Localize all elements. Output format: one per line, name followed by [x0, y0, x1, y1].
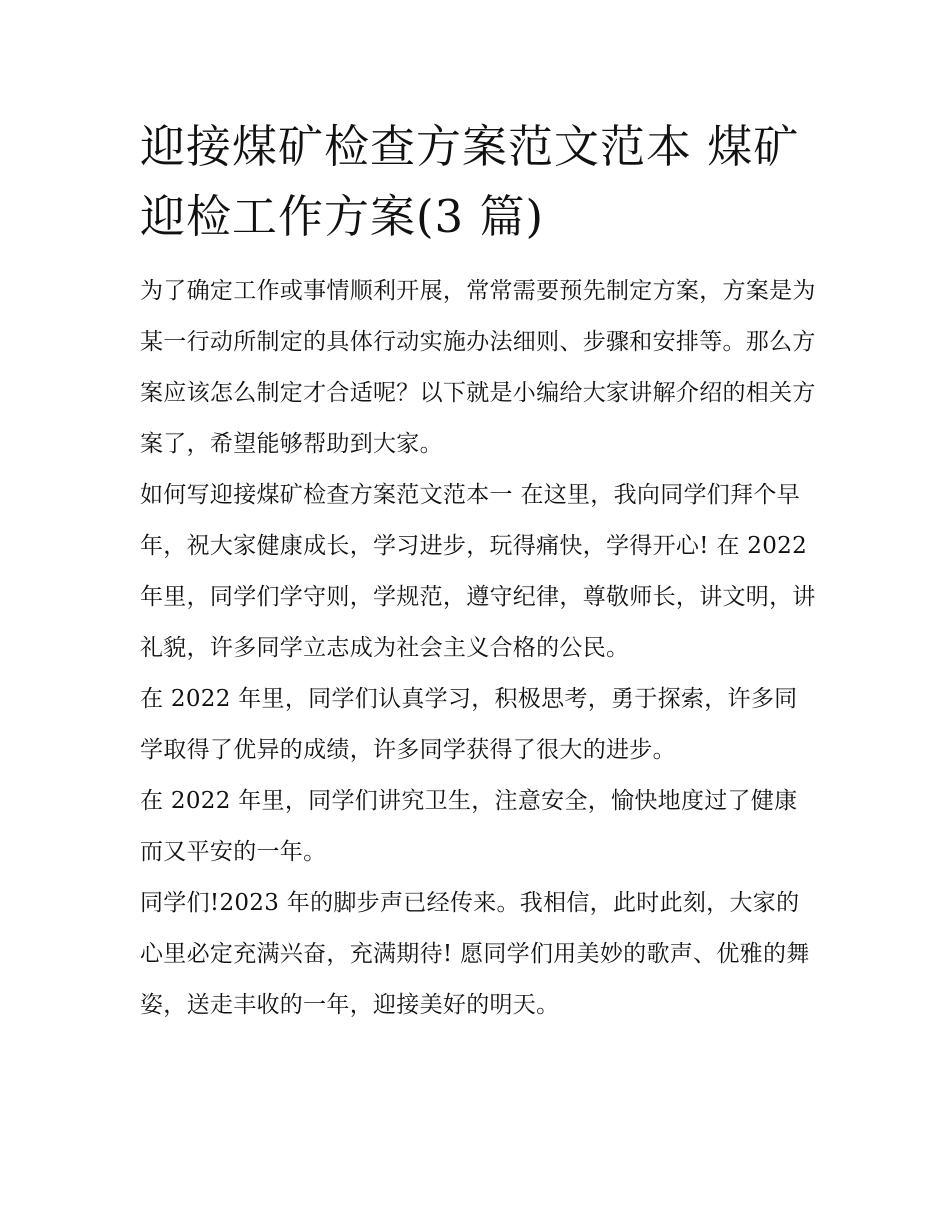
document-title: 迎接煤矿检查方案范文范本 煤矿迎检工作方案(3 篇): [140, 120, 800, 243]
paragraph-health: 在 2022 年里，同学们讲究卫生，注意安全，愉快地度过了健康而又平安的一年。: [140, 788, 798, 865]
paragraph-study: 在 2022 年里，同学们认真学习，积极思考，勇于探索，许多同学取得了优异的成绩，许多同学获得了很大的进步。: [140, 686, 798, 763]
paragraph-intro: 为了确定工作或事情顺利开展，常常需要预先制定方案，方案是为某一行动所制定的具体行动实施办法细则、步骤和安排等。那么方案应该怎么制定才合适呢？以下就是小编给大家讲解介绍的相关方案了，希望能够帮助到大家。: [140, 278, 816, 457]
paragraph-greeting: 如何写迎接煤矿检查方案范文范本一 在这里，我向同学们拜个早年，祝大家健康成长，学习进步，玩得痛快，学得开心! 在 2022 年里，同学们学守则，学规范，遵守纪律，尊敬师长，讲文明，讲礼貌，许多同学立志成为社会主义合格的公民。: [140, 482, 816, 661]
document-body: [140, 112, 820, 1031]
paragraph-new-year: 同学们!2023 年的脚步声已经传来。我相信，此时此刻，大家的心里必定充满兴奋，充满期待! 愿同学们用美妙的歌声、优雅的舞姿，送走丰收的一年，迎接美好的明天。: [140, 890, 810, 1018]
